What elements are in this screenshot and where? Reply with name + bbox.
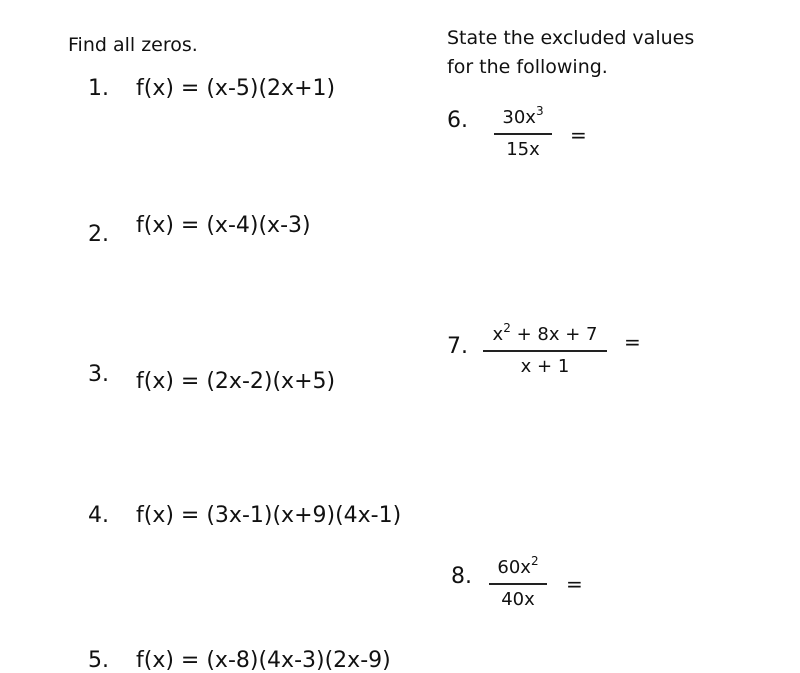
problem-7-fraction xyxy=(483,323,607,379)
problem-6-denominator: 15x xyxy=(506,138,540,160)
problem-1-expression: f(x) = (x-5)(2x+1) xyxy=(136,76,336,101)
problem-6-number: 6. xyxy=(447,108,468,133)
problem-8-fraction xyxy=(489,556,547,612)
fraction-bar xyxy=(483,350,607,352)
problem-8-denominator: 40x xyxy=(501,588,535,610)
fraction-bar xyxy=(494,133,552,135)
problem-5-number: 5. xyxy=(88,648,109,673)
problem-4-number: 4. xyxy=(88,503,109,528)
problem-2-expression: f(x) = (x-4)(x-3) xyxy=(136,213,311,238)
problem-8-equals: = xyxy=(566,572,583,596)
problem-6-equals: = xyxy=(570,123,587,147)
problem-6-numerator: $30x^3$ xyxy=(502,104,544,128)
problem-3-expression: f(x) = (2x-2)(x+5) xyxy=(136,369,336,394)
problem-1-number: 1. xyxy=(88,76,109,101)
problem-7-denominator: x + 1 xyxy=(520,355,570,377)
problem-5-expression: f(x) = (x-8)(4x-3)(2x-9) xyxy=(136,648,391,673)
problem-2-number: 2. xyxy=(88,222,109,247)
problem-6-fraction xyxy=(494,106,552,162)
instruction-excluded-line2: for the following. xyxy=(447,56,608,78)
problem-8-numerator: $60x^2$ xyxy=(497,554,539,578)
fraction-bar xyxy=(489,583,547,585)
problem-3-number: 3. xyxy=(88,362,109,387)
instruction-find-zeros: Find all zeros. xyxy=(68,34,198,56)
problem-8-number: 8. xyxy=(451,564,472,589)
problem-7-equals: = xyxy=(624,330,641,354)
instruction-excluded-line1: State the excluded values xyxy=(447,27,695,49)
problem-4-expression: f(x) = (3x-1)(x+9)(4x-1) xyxy=(136,503,402,528)
problem-7-numerator: $x^2 + 8x + 7$ xyxy=(492,321,598,345)
problem-7-number: 7. xyxy=(447,334,468,359)
